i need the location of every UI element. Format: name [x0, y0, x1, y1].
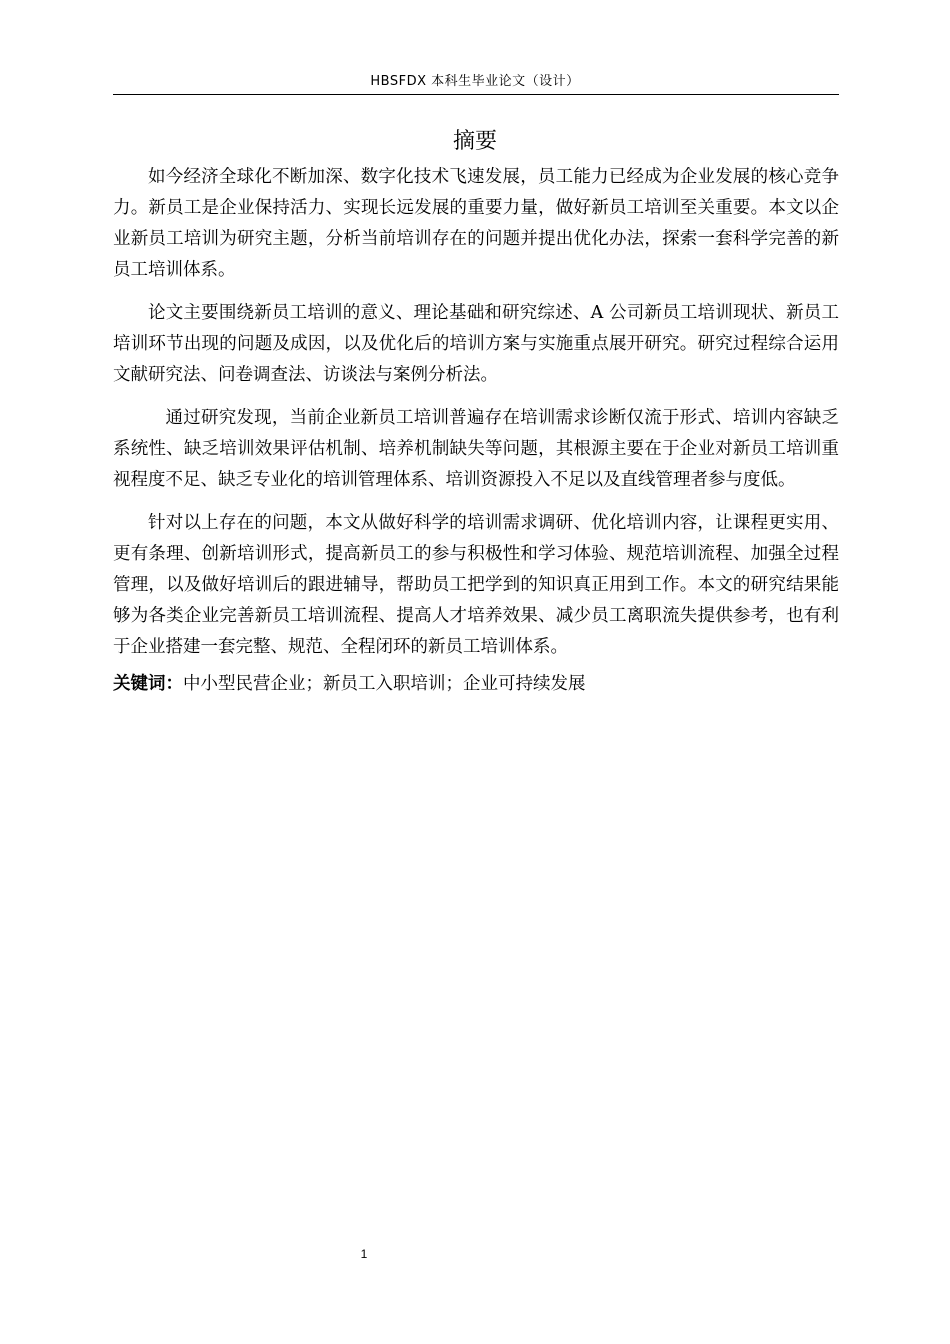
abstract-paragraph-3: 通过研究发现，当前企业新员工培训普遍存在培训需求诊断仅流于形式、培训内容缺乏系统性、缺乏培训效果评估机制、培养机制缺失等问题，其根源主要在于企业对新员工培训重视程度不足、缺乏专业化的培训管理体系、培训资源投入不足以及直线管理者参与度低。 [113, 408, 839, 490]
abstract-body [113, 162, 839, 700]
running-header: HBSFDX 本科生毕业论文（设计） [370, 74, 580, 89]
abstract-paragraph-4: 针对以上存在的问题，本文从做好科学的培训需求调研、优化培训内容，让课程更实用、更有条理、创新培训形式，提高新员工的参与积极性和学习体验、规范培训流程、加强全过程管理，以及做好培训后的跟进辅导，帮助员工把学到的知识真正用到工作。本文的研究结果能够为各类企业完善新员工培训流程、提高人才培养效果、减少员工离职流失提供参考，也有利于企业搭建一套完整、规范、全程闭环的新员工培训体系。 [113, 513, 839, 657]
abstract-paragraph-2: 论文主要围绕新员工培训的意义、理论基础和研究综述、A 公司新员工培训现状、新员工培训环节出现的问题及成因，以及优化后的培训方案与实施重点展开研究。研究过程综合运用文献研究法、问卷调查法、访谈法与案例分析法。 [113, 303, 839, 385]
keywords-text: 中小型民营企业；新员工入职培训；企业可持续发展 [183, 674, 586, 694]
keywords-label: 关键词： [113, 674, 183, 694]
abstract-title: 摘要 [452, 129, 497, 154]
page-number: 1 [360, 1247, 368, 1261]
keywords-line [113, 669, 839, 700]
abstract-paragraph-1: 如今经济全球化不断加深、数字化技术飞速发展，员工能力已经成为企业发展的核心竞争力。新员工是企业保持活力、实现长远发展的重要力量，做好新员工培训至关重要。本文以企业新员工培训为研究主题，分析当前培训存在的问题并提出优化办法，探索一套科学完善的新员工培训体系。 [113, 167, 839, 280]
header-rule [113, 94, 839, 95]
